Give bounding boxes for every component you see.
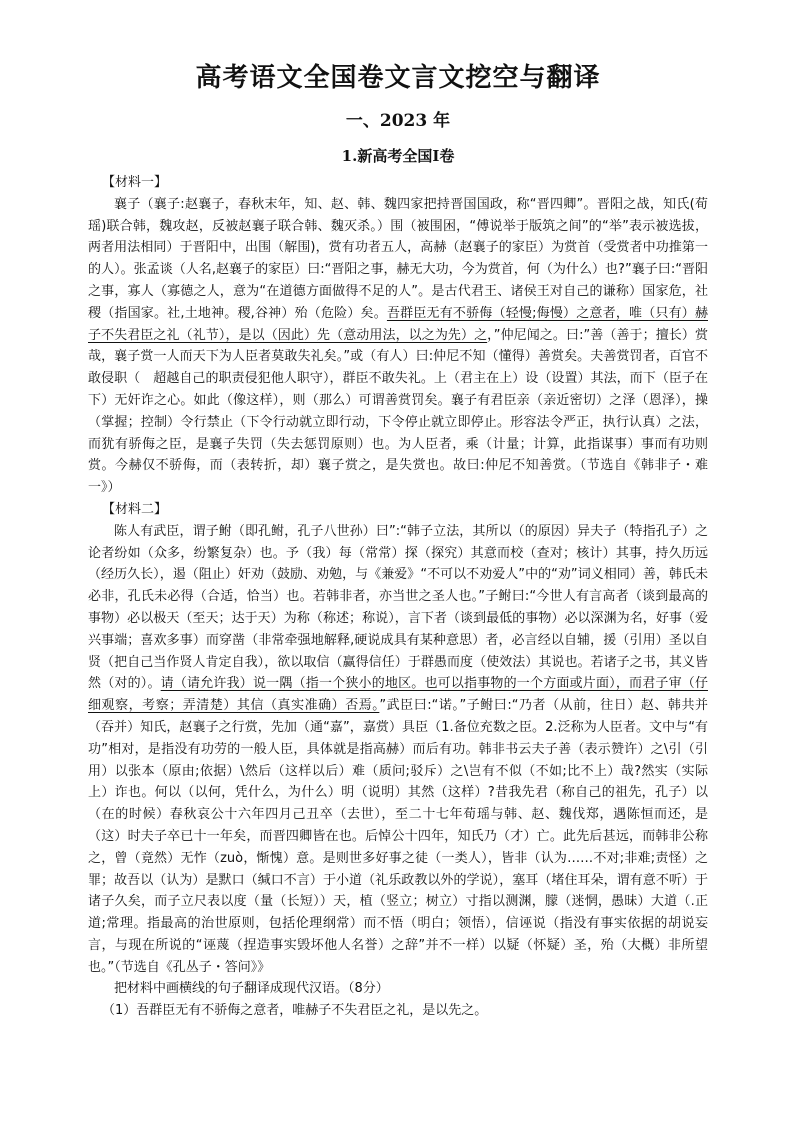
task-instruction: 把材料中画横线的句子翻译成现代汉语。（8分） [114, 981, 389, 997]
question-1: （1）吾群臣无有不骄侮之意者，唯赫子不失君臣之礼，是以先之。 [102, 1003, 488, 1019]
material1-text-a: 襄子（襄子:赵襄子，春秋末年，知、赵、韩、魏四家把持晋国国政，称“晋四卿”。晋阳之战，知氏(荀瑶)联合韩，魏攻赵，反被赵襄子联合韩、魏灭杀。）围（被围困，“傅说举于版筑之间”的“举”表示被选拔，两者用法相同）于晋阳中，出围（解围)，赏有功者五人，高赫（赵襄子的家臣）为赏首（受赏者中功推第一的人）。张孟谈（人名,赵襄子的家臣）曰:“晋阳之事，赫无大功，今为赏首，何（为什么）也?”襄子曰:“晋阳之事，寡人（寡德之人，意为“在道德方面做得不足的人”。是古代君王、诸侯王对自己的谦称）国家危，社稷（指国家。社,土地神。稷,谷神）殆（危险）矣。 [88, 196, 708, 321]
material2-text-a: 陈人有武臣，谓子鲋（即孔鲋，孔子八世孙）曰”:“韩子立法，其所以（的原因）异夫子（特指孔子）之论者纷如（众多，纷繁复杂）也。予（我）每（常常）探（探究）其意而校（查对；核计）其事，持久历远（经历久长），遏（阻止）奸劝（鼓励、劝勉，与《兼爱》“不可以不劝爱人”中的“劝”词义相同）善，韩氏未必非，孔氏未必得（合适，恰当）也。若韩非者，亦当世之圣人也。”子鲋曰:“今世人有言高者（谈到最高的事物）必以极天（至天；达于天）为称（称述；称说），言下者（谈到最低的事物）必以深渊为名，好事（爱兴事端；喜欢多事）而穿凿（非常牵强地解释,硬说成具有某种意思）者，必言经以自辅，援（引用）圣以自贤（把自己当作贤人肯定自我），欲以取信（赢得信任）于群愚而度（使效法）其说也。若诸子之书，其义皆然（对的）。 [88, 523, 708, 692]
material2-text-b: ”武臣曰:“诺。”子鲋曰:“乃者（从前，往日）赵、韩共并（吞并）知氏，赵襄子之行赏，先加（通“嘉”，嘉赏）具臣（1.备位充数之臣。2.泛称为人臣者。文中与“有功”相对，是指没有功劳的一般人臣，具体就是指高赫）而后有功。韩非书云夫子善（表示赞许）之\引（引用）以张本（原由;依据）\然后（这样以后）难（质问;驳斥）之\岂有不似（不如;比不上）哉?然实（实际上）诈也。何以（以何，凭什么，为什么）明（说明）其然（这样）?昔我先君（称自己的祖先，孔子）以（在的时候）春秋哀公十六年四月己丑卒（去世），至二十七年荀瑶与韩、赵、魏伐郑，遇陈恒而还，是（这）时夫子卒已十一年矣，而晋四卿皆在也。后悼公十四年，知氏乃（才）亡。此先后甚远，而韩非公称之，曾（竟然）无怍（zuò，惭愧）意。是则世多好事之徒（一类人），皆非（认为……不对;非难;责怪）之罪；故吾以（认为）是默口（缄口不言）于小道（礼乐政教以外的学说），塞耳（堵住耳朵，谓有意不听）于诸子久矣，而子立尺表以度（量（长短））天，植（竖立；树立）寸指以测渊，朦（迷惘，愚昧）大道（.正道;常理。指最高的治世原则，包括伦理纲常）而不悟（明白；领悟），信诬说（指没有事实依据的胡说妄言，与现在所说的“诬蔑（捏造事实毁坏他人名誉）之辞”并不一样）以疑（怀疑）圣，殆（大概）非所望也。”（节选自《孔丛子・答问》》 [88, 698, 708, 975]
underlined-sentence-2: 请（请允许我）说一隅（指一个狭小的地区。也可以指事物的一个方面或片面），而君子审（仔细观察，考察；弄清楚）其信（真实准确）否焉。 [88, 676, 708, 714]
material1-label: 【材料一】 [102, 175, 168, 190]
year-heading: 一、2023 年 [345, 111, 451, 131]
material1-text-b: ，”仲尼闻之。曰:”善（善于；擅长）赏哉，襄子赏一人而天下为人臣者莫敢失礼矣。”或（有人）曰:仲尼不知（懂得）善赏矣。夫善赏罚者，百官不敢侵职（ 超越自己的职责侵犯他人职守），群臣不敢失礼。上（君主在上）设（设置）其法，而下（臣子在下）无奸诈之心。如此（像这样），则（那么）可谓善赏罚矣。襄子有君臣亲（亲近密切）之泽（恩泽），操（掌握；控制）令行禁止（下令行动就立即行动，下令停止就立即停止。形容法令严正，执行认真）之法，而犹有骄侮之臣，是襄子失罚（失去惩罚原则）也。为人臣者，乘（计量；计算，此指谋事）事而有功则赏。今赫仅不骄侮，而（表转折，却）襄子赏之，是失赏也。故曰:仲尼不知善赏。（节选自《韩非子・难一》） [88, 327, 708, 496]
page-title: 高考语文全国卷文言文挖空与翻译 [195, 63, 601, 93]
material1-paragraph [88, 194, 708, 499]
material2-paragraph [88, 521, 708, 979]
document-page [88, 58, 708, 1022]
exam-heading: 1.新高考全国Ⅰ卷 [341, 147, 455, 165]
material2-label: 【材料二】 [102, 501, 168, 517]
document-body [88, 172, 708, 1022]
underlined-sentence-1: 吾群臣无有不骄侮（轻慢;侮慢）之意者，唯（只有）赫子不失君臣之礼（礼节），是以（因此）先（意动用法，以之为先）之 [88, 305, 708, 343]
